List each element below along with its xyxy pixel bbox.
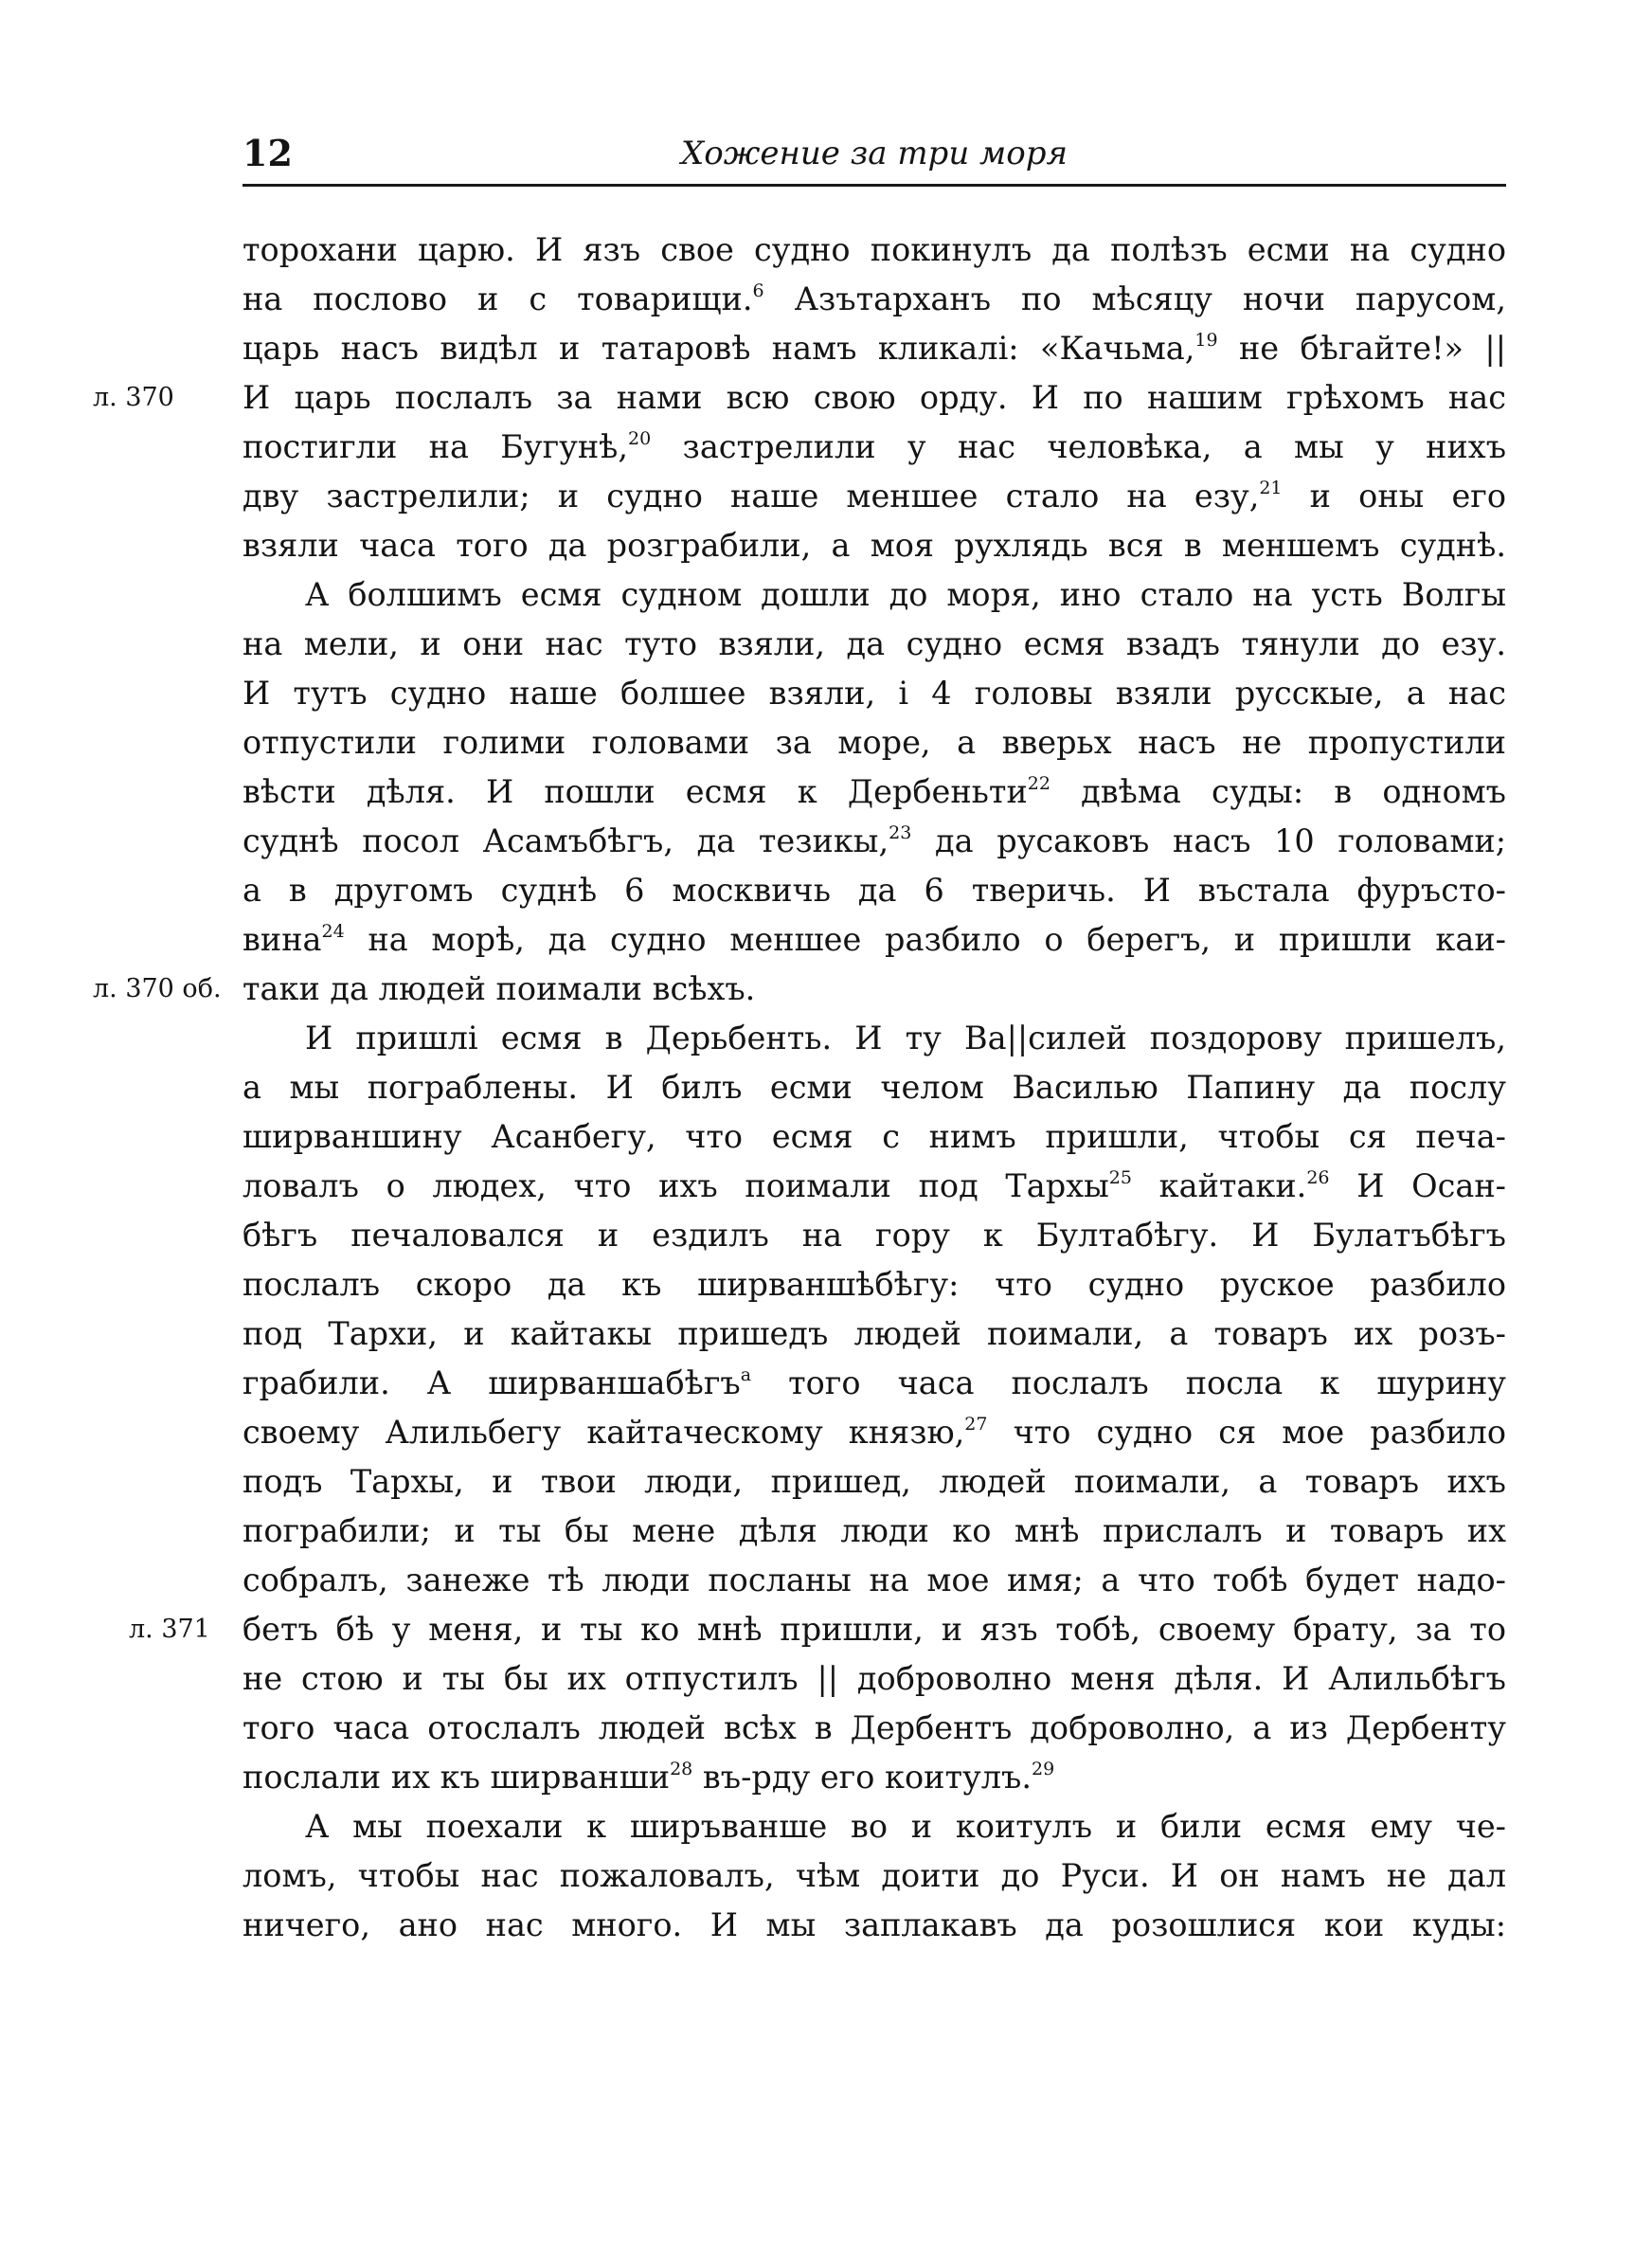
text-segment: въ-рду его коитулъ. [692,1759,1032,1796]
text-line [242,373,1506,423]
text-line [242,1359,1506,1408]
text-segment: ничего, ано нас много. И мы заплакавъ да розошлися кои куды: [242,1906,1506,1943]
paragraph-first-line [242,570,1506,620]
text-line [242,1704,1506,1753]
text-line [242,1851,1506,1901]
text-segment: ловалъ о людех, что ихъ поимали под Тархы [242,1167,1109,1204]
text-line [242,226,1506,275]
text-line [242,718,1506,767]
text-segment: не стою и ты бы их отпустилъ || доброволно меня дѣля. И Алильбѣгъ [242,1660,1506,1697]
text-line [242,1211,1506,1260]
text-line [242,521,1506,570]
text-segment: на мели, и они нас туто взяли, да судно есмя взадъ тянули до езу. [242,625,1506,662]
text-segment: под Тархи, и кайтакы пришедъ людей поимали, а товаръ их розъ- [242,1315,1506,1352]
text-segment: кайтаки. [1131,1167,1307,1204]
text-line [242,423,1506,472]
footnote-marker: 21 [1259,478,1283,498]
paragraph-first-line [242,1802,1506,1851]
text-segment: своему Алильбегу кайтаческому князю, [242,1414,965,1451]
text-segment: царь насъ видѣл и татаровѣ намъ кликалі: «Качьма, [242,330,1195,367]
text-segment: вѣсти дѣля. И пошли есмя к Дербеньти [242,773,1028,810]
footnote-marker: 22 [1027,773,1050,794]
text-segment: грабили. А ширваншабѣгъ [242,1364,741,1401]
text-segment: на послово и с товарищи. [242,280,753,317]
text-line [242,965,1506,1014]
text-segment: И тутъ судно наше болшее взяли, і 4 головы взяли русскые, а нас [242,675,1506,712]
text-segment: и оны его [1282,478,1506,515]
text-segment: дву застрелили; и судно наше меншее стало на езу, [242,478,1260,515]
text-segment: бѣгъ печаловался и ездилъ на гору к Бултабѣгу. И Булатъбѣгъ [242,1217,1506,1254]
footnote-marker: 26 [1306,1167,1330,1188]
text-line [242,1556,1506,1605]
main-text [242,226,1506,1950]
footnote-marker: 24 [321,921,345,942]
text-line [242,1309,1506,1359]
text-segment: постигли на Бугунѣ, [242,428,629,465]
text-segment: ширваншину Асанбегу, что есмя с нимъ пришли, чтобы ся печа- [242,1118,1506,1155]
footnote-marker: 6 [752,280,764,301]
text-segment: торохани царю. И язъ свое судно покинулъ да полѣзъ есми на судно [242,231,1506,268]
text-line [242,1507,1506,1556]
text-line [242,1753,1506,1802]
text-segment: взяли часа того да розграбили, а моя рухлядь вся в меншемъ суднѣ. [242,527,1506,564]
text-segment: того часа послалъ посла к шурину [751,1364,1506,1401]
text-line [242,1408,1506,1457]
text-line [242,1112,1506,1162]
text-line [242,817,1506,866]
text-line [242,767,1506,817]
text-segment: суднѣ посол Асамъбѣгъ, да тезикы, [242,822,889,859]
paragraph-first-line [242,1014,1506,1063]
text-segment: не бѣгайте!» || [1217,330,1506,367]
text-line [242,324,1506,373]
text-line [242,1605,1506,1654]
text-segment: отпустили голими головами за море, а вверьх насъ не пропустили [242,724,1506,761]
footnote-marker: 19 [1194,330,1218,351]
page-number: 12 [242,132,293,174]
text-segment: на морѣ, да судно меншее разбило о берегъ, и пришли каи- [344,921,1506,958]
text-segment: собралъ, занеже тѣ люди посланы на мое имя; а что тобѣ будет надо- [242,1562,1506,1598]
text-segment: бетъ бѣ у меня, и ты ко мнѣ пришли, и язъ тобѣ, своему брату, за то [242,1611,1506,1648]
text-segment: А болшимъ есмя судном дошли до моря, ино стало на усть Волгы [305,576,1506,613]
text-segment: Азътарханъ по мѣсяцу ночи парусом, [763,280,1506,317]
text-segment: а в другомъ суднѣ 6 москвичь да 6 тверичь. И въстала фуръсто- [242,872,1506,909]
text-segment: послали их къ ширванши [242,1759,671,1796]
text-segment: застрелили у нас человѣка, а мы у нихъ [651,428,1506,465]
text-segment: А мы поехали к ширъванше во и коитулъ и били есмя ему че- [305,1808,1506,1845]
text-segment: а мы пограблены. И билъ есми челом Василью Папину да послу [242,1069,1506,1106]
text-line [242,1162,1506,1211]
text-line [242,1260,1506,1309]
text-segment: послалъ скоро да къ ширваншѣбѣгу: что судно руское разбило [242,1266,1506,1303]
footnote-marker: 23 [889,822,912,843]
text-line [242,1654,1506,1704]
text-segment: подъ Тархы, и твои люди, пришед, людей поимали, а товаръ ихъ [242,1463,1506,1500]
text-line [242,915,1506,965]
running-title: Хожение за три моря [681,135,1068,172]
text-segment: того часа отослалъ людей всѣх в Дербентъ доброволно, а из Дербенту [242,1709,1506,1746]
text-segment: да русаковъ насъ 10 головами; [911,822,1506,859]
text-segment: И Осан- [1329,1167,1506,1204]
text-segment: что судно ся мое разбило [987,1414,1506,1451]
footnote-marker: 25 [1108,1167,1132,1188]
footnote-marker: 27 [964,1414,988,1435]
text-segment: ломъ, чтобы нас пожаловалъ, чѣм доити до Руси. И он намъ не дал [242,1857,1506,1894]
text-segment: вина [242,921,322,958]
text-segment: таки да людей поимали всѣхъ. [242,970,756,1007]
text-segment: И царь послалъ за нами всю свою орду. И по нашим грѣхомъ нас [242,379,1506,416]
running-header [242,131,1506,187]
text-line [242,472,1506,521]
text-line [242,1063,1506,1112]
text-segment: двѣма суды: в одномъ [1050,773,1506,810]
margin-note-folio-370-verso: л. 370 об. [93,974,222,1003]
text-line [242,620,1506,669]
footnote-marker: 28 [670,1759,693,1779]
footnote-marker: 20 [628,428,652,449]
text-line [242,669,1506,718]
text-line [242,275,1506,324]
margin-note-folio-370: л. 370 [93,383,174,412]
text-segment: И пришлі есмя в Дерьбенть. И ту Ва||силей поздорову пришелъ, [305,1020,1506,1056]
text-line [242,1457,1506,1507]
footnote-marker: 29 [1031,1759,1055,1779]
text-line [242,1901,1506,1950]
text-line [242,866,1506,915]
footnote-marker: а [740,1364,752,1385]
margin-note-folio-371: л. 371 [129,1615,210,1644]
text-segment: пограбили; и ты бы мене дѣля люди ко мнѣ прислалъ и товаръ их [242,1512,1506,1549]
